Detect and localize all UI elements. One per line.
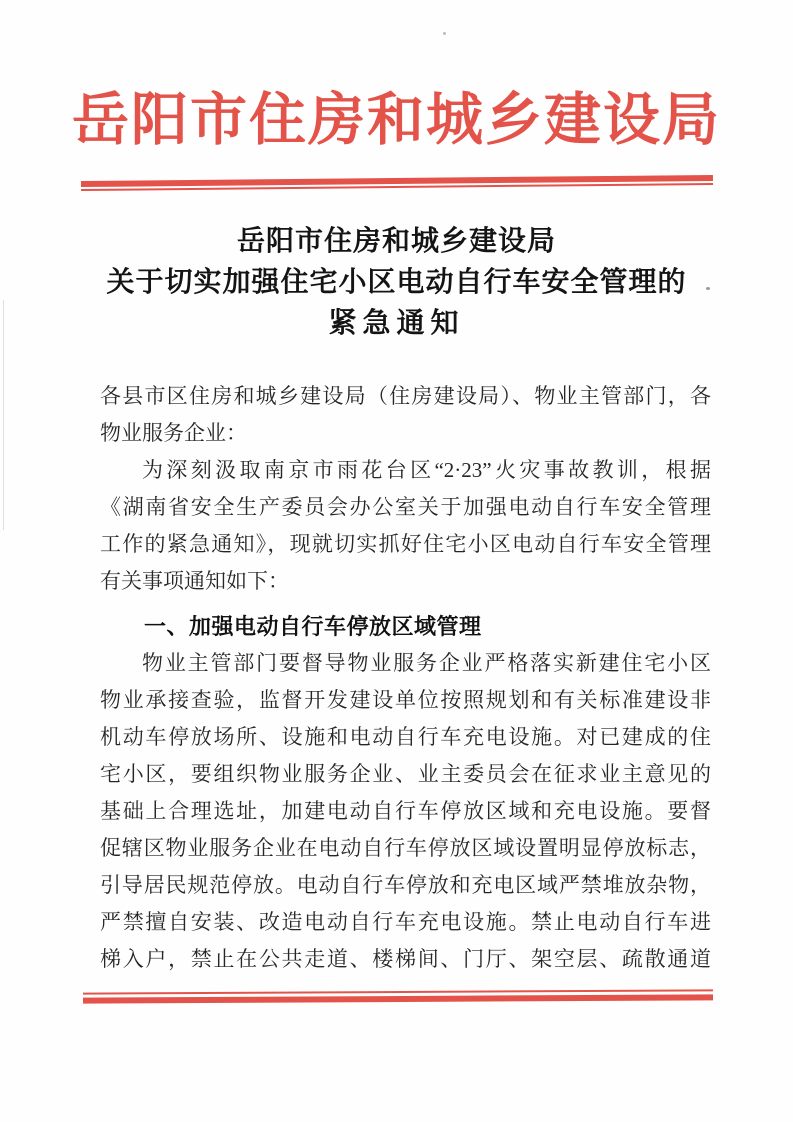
footer-divider xyxy=(83,989,713,1003)
body-line: 基础上合理选址，加建电动自行车停放区域和充电设施。要督 xyxy=(100,799,711,823)
body-line: 为深刻汲取南京市雨花台区“2·23”火灾事故教训，根据 xyxy=(142,458,711,482)
body-line: 宅小区，要组织物业服务企业、业主委员会在征求业主意见的 xyxy=(100,762,711,786)
body-line: 工作的紧急通知》，现就切实抓好住宅小区电动自行车安全管理 xyxy=(100,532,711,556)
scan-speck xyxy=(706,287,710,290)
section-heading: 一、加强电动自行车停放区域管理 xyxy=(144,614,482,639)
notice-title-line-1: 岳阳市住房和城乡建设局 xyxy=(236,226,556,257)
notice-title-line-2: 关于切实加强住宅小区电动自行车安全管理的 xyxy=(106,267,687,298)
body-line: 有关事项通知如下： xyxy=(100,569,289,593)
notice-title-line-3: 紧急通知 xyxy=(328,308,465,339)
letterhead-agency-name: 岳阳市住房和城乡建设局 xyxy=(72,89,721,152)
salutation-line: 物业服务企业： xyxy=(100,421,247,445)
body-line: 促辖区物业服务企业在电动自行车停放区域设置明显停放标志， xyxy=(100,836,711,860)
body-line: 《湖南省安全生产委员会办公室关于加强电动自行车安全管理 xyxy=(100,495,711,519)
body-line: 物业承接查验，监督开发建设单位按照规划和有关标准建设非 xyxy=(100,688,711,712)
notice-body xyxy=(100,378,711,978)
body-line: 机动车停放场所、设施和电动自行车充电设施。对已建成的住 xyxy=(100,725,711,749)
body-line: 物业主管部门要督导物业服务企业严格落实新建住宅小区 xyxy=(142,651,711,675)
footer-divider-thick-bar xyxy=(83,994,713,1003)
notice-title xyxy=(0,221,793,344)
body-line: 梯入户，禁止在公共走道、楼梯间、门厅、架空层、疏散通道 xyxy=(100,947,711,971)
scan-speck xyxy=(443,32,446,35)
scan-edge-artifact xyxy=(3,300,4,530)
body-line: 严禁擅自安装、改造电动自行车充电设施。禁止电动自行车进 xyxy=(100,910,711,934)
salutation-line: 各县市区住房和城乡建设局（住房建设局）、物业主管部门，各 xyxy=(100,384,711,408)
letterhead-divider xyxy=(81,175,713,191)
body-line: 引导居民规范停放。电动自行车停放和充电区域严禁堆放杂物， xyxy=(100,873,711,897)
